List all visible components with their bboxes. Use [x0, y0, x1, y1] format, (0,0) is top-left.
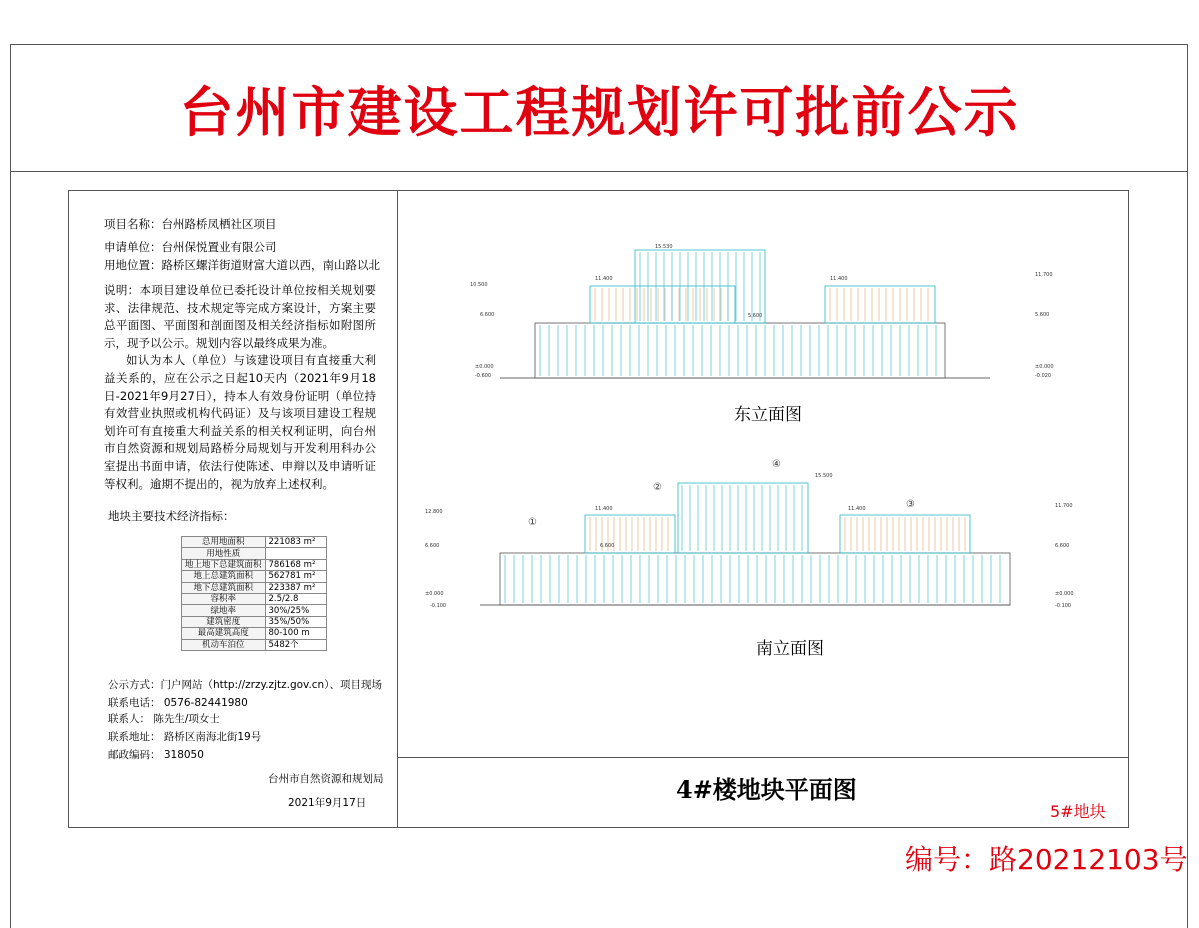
indicator-row — [182, 605, 327, 616]
plan-divider — [397, 757, 1129, 758]
postcode: 邮政编码： 318050 — [108, 749, 204, 761]
indicator-key: 绿地率 — [182, 605, 266, 616]
east-dim-right-a: 11.400 — [830, 276, 848, 282]
indicator-value: 223387 m² — [265, 582, 326, 593]
south-dim-l1: 12.800 — [425, 509, 443, 515]
south-dim-l2: 6.600 — [425, 543, 440, 549]
indicator-row — [182, 559, 327, 570]
indicator-key: 地下总建筑面积 — [182, 582, 266, 593]
east-dim-l2: 6.600 — [480, 312, 495, 318]
indicator-row — [182, 616, 327, 627]
column-divider — [397, 190, 398, 828]
contact-phone: 联系电话： 0576-82441980 — [108, 697, 248, 709]
indicator-row — [182, 593, 327, 604]
plan-label: 4#楼地块平面图 — [676, 775, 857, 804]
indicator-row — [182, 548, 327, 559]
east-dim-r4: -0.020 — [1035, 373, 1052, 379]
east-dim-l3: ±0.000 — [475, 364, 494, 370]
south-dim-m1: 6.600 — [600, 543, 615, 549]
indicator-value: 2.5/2.8 — [265, 593, 326, 604]
issue-date: 2021年9月17日 — [288, 797, 367, 809]
page-title: 台州市建设工程规划许可批前公示 — [179, 80, 1020, 144]
east-dim-l1: 10.500 — [470, 282, 488, 288]
east-dim-left-a: 11.400 — [595, 276, 613, 282]
indicator-value: 30%/25% — [265, 605, 326, 616]
issuer: 台州市自然资源和规划局 — [268, 773, 384, 785]
south-dim-l3: ±0.000 — [425, 591, 444, 597]
east-dim-r1: 11.700 — [1035, 272, 1053, 278]
indicator-row — [182, 537, 327, 548]
site-location: 用地位置：路桥区螺洋街道财富大道以西，南山路以北 — [104, 258, 380, 272]
contact-person: 联系人： 陈先生/项女士 — [108, 713, 220, 725]
indicator-key: 容积率 — [182, 593, 266, 604]
south-dim-r2: 6.600 — [1055, 543, 1070, 549]
south-dim-r1: 11.700 — [1055, 503, 1073, 509]
indicator-row — [182, 582, 327, 593]
east-dim-r3: ±0.000 — [1035, 364, 1054, 370]
project-name: 项目名称：台州路桥凤栖社区项目 — [104, 217, 277, 231]
indicator-row — [182, 639, 327, 650]
south-marker-2: ② — [653, 482, 662, 493]
south-dim-r3: ±0.000 — [1055, 591, 1074, 597]
south-dim-top: 15.500 — [815, 473, 833, 479]
indicator-value — [265, 548, 326, 559]
description — [104, 282, 376, 493]
south-dim-r4: -0.100 — [1055, 603, 1072, 609]
east-dim-mid: 5.600 — [748, 313, 763, 319]
indicators-title: 地块主要技术经济指标： — [108, 509, 235, 523]
indicator-key: 最高建筑高度 — [182, 628, 266, 639]
indicator-value: 786168 m² — [265, 559, 326, 570]
plot-number: 5#地块 — [1050, 802, 1106, 821]
south-marker-4: ④ — [772, 459, 781, 470]
east-dim-top: 15.530 — [655, 244, 673, 250]
indicator-value: 562781 m² — [265, 571, 326, 582]
south-marker-1: ① — [528, 517, 537, 528]
indicators-table — [181, 536, 327, 651]
indicator-value: 5482个 — [265, 639, 326, 650]
south-dim-left-a: 11.400 — [595, 506, 613, 512]
south-marker-3: ③ — [906, 499, 915, 510]
south-elevation-drawing — [420, 455, 1100, 630]
south-dim-right-a: 11.400 — [848, 506, 866, 512]
indicator-key: 地上地下总建筑面积 — [182, 559, 266, 570]
east-dim-l4: -0.600 — [475, 373, 492, 379]
indicator-value: 221083 m² — [265, 537, 326, 548]
south-dim-l4: -0.100 — [430, 603, 447, 609]
applicant: 申请单位：台州保悦置业有限公司 — [104, 240, 277, 254]
indicator-key: 建筑密度 — [182, 616, 266, 627]
east-elevation-label: 东立面图 — [734, 405, 802, 425]
indicator-row — [182, 571, 327, 582]
description-p1: 说明：本项目建设单位已委托设计单位按相关规划要求、法律规范、技术规定等完成方案设计，方案主要总平面图、平面图和剖面图及相关经济指标如附图所示，现予以公示。规划内容以最终成果为准。 — [104, 283, 376, 350]
east-dim-r2: 5.600 — [1035, 312, 1050, 318]
indicator-key: 总用地面积 — [182, 537, 266, 548]
east-elevation-drawing — [430, 228, 1110, 398]
indicator-key: 用地性质 — [182, 548, 266, 559]
contact-address: 联系地址： 路桥区南海北街19号 — [108, 731, 262, 743]
serial-number: 编号：路20212103号 — [905, 843, 1188, 876]
publish-method: 公示方式：门户网站（http://zrzy.zjtz.gov.cn）、项目现场 — [108, 679, 382, 691]
indicator-key: 机动车泊位 — [182, 639, 266, 650]
indicator-value: 80-100 m — [265, 628, 326, 639]
south-elevation-label: 南立面图 — [756, 639, 824, 659]
indicator-value: 35%/50% — [265, 616, 326, 627]
description-p2: 如认为本人（单位）与该建设项目有直接重大利益关系的，应在公示之日起10天内（2021年9月18日-2021年9月27日），持本人有效身份证明（单位持有效营业执照或机构代码证）及与该项目建设工程规划许可有直接重大利益关系的相关权利证明，向台州市自然资源和规划局路桥分局规划与开发利用科办公室提出书面申请，依法行使陈述、申辩以及申请听证等权利。逾期不提出的，视为放弃上述权利。 — [104, 353, 376, 491]
indicator-row — [182, 628, 327, 639]
indicator-key: 地上总建筑面积 — [182, 571, 266, 582]
